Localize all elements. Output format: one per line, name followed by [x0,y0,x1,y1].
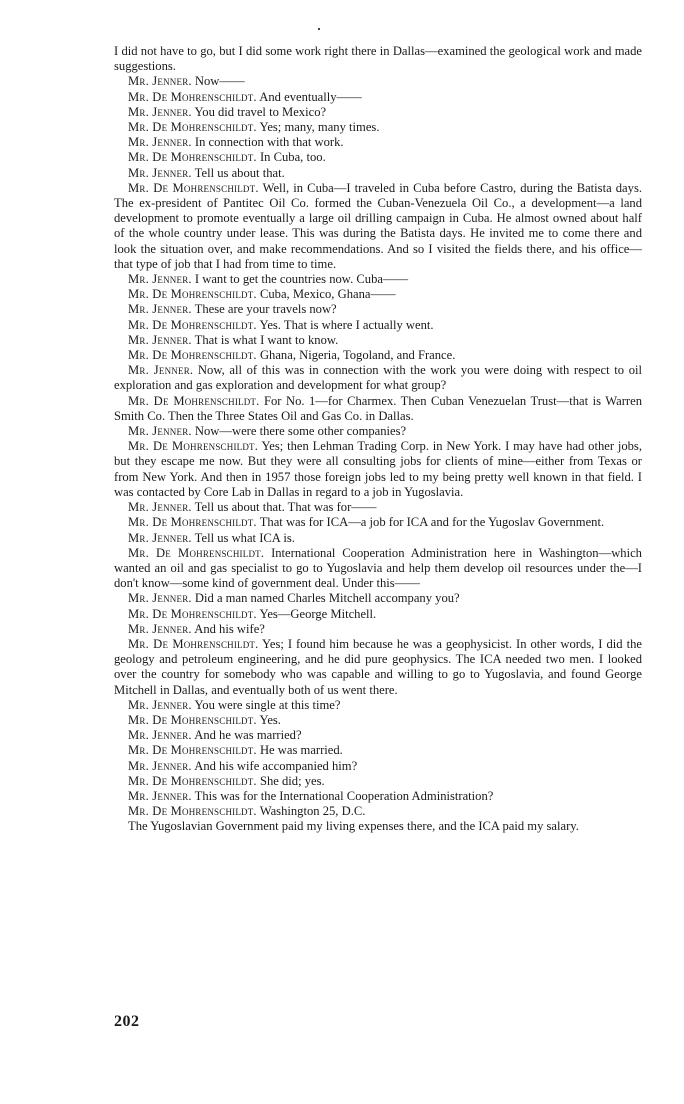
speaker-label: Mr. De Mohrenschildt. [128,287,257,302]
speaker-label: Mr. Jenner. [128,424,192,439]
speaker-label: Mr. De Mohrenschildt. [128,545,265,560]
speech-text: This was for the International Cooperation Administration? [194,788,494,803]
speech-text: Yes—George Mitchell. [259,606,377,621]
speech-text: Ghana, Nigeria, Togoland, and France. [259,348,456,363]
speech-text: Yes. [259,712,281,727]
speech-text: He was married. [259,743,343,758]
speaker-label: Mr. Jenner. [128,591,192,606]
speech-text: You were single at this time? [194,697,341,712]
transcript-paragraph [114,166,642,181]
speaker-label: Mr. De Mohrenschildt. [128,515,257,530]
transcript-paragraph [114,120,642,135]
speaker-label: Mr. Jenner. [128,272,192,287]
transcript-paragraph [114,394,642,424]
speech-text: Now—were there some other companies? [194,424,407,439]
speaker-label: Mr. De Mohrenschildt. [128,743,257,758]
speech-text: I want to get the countries now. Cuba—— [194,272,409,287]
speech-text: Yes. That is where I actually went. [259,317,434,332]
transcript-paragraph [114,90,642,105]
speaker-label: Mr. De Mohrenschildt. [128,636,259,651]
speech-text: That is what I want to know. [194,332,339,347]
speech-text: Yes; then Lehman Trading Corp. in New York. I may have had other jobs, but they escape me now. But they were all consulting jobs for clients of mine—either from Texas or from New York. And then in 1957 those foreign jobs led to my being pretty well known in that field. I was contacted by Core Lab in Dallas in regard to a job in Yugoslavia. [114,439,642,499]
transcript-paragraph [114,44,642,74]
transcript-paragraph [114,774,642,789]
transcript-paragraph [114,759,642,774]
transcript-paragraph [114,546,642,592]
transcript-paragraph [114,181,642,272]
speech-text: Yes; I found him because he was a geophysicist. In other words, I did the geology and petroleum engineering, and he did pure geophysics. The ICA needed two men. I looked over the country for somebody who was capable and willing to go to Yugoslavia, and found George Mitchell in Dallas, and eventually both of us went there. [114,636,642,697]
speech-text: You did travel to Mexico? [194,104,327,119]
speech-text: The Yugoslavian Government paid my living expenses there, and the ICA paid my salary. [128,819,579,834]
transcript-paragraph [114,637,642,698]
speaker-label: Mr. De Mohrenschildt. [128,120,257,135]
speaker-label: Mr. De Mohrenschildt. [128,439,259,454]
speech-text: For No. 1—for Charmex. Then Cuban Venezuelan Trust—that is Warren Smith Co. Then the Three States Oil and Gas Co. in Dallas. [114,393,642,423]
speech-text: Cuba, Mexico, Ghana—— [259,287,396,302]
speech-text: She did; yes. [259,773,325,788]
speaker-label: Mr. Jenner. [128,363,194,378]
transcript-paragraph [114,272,642,287]
transcript-paragraph [114,333,642,348]
speech-text: Tell us what ICA is. [194,530,295,545]
speech-text: And his wife? [194,621,265,636]
transcript-paragraph [114,622,642,637]
transcript-paragraph [114,74,642,89]
transcript-paragraph [114,363,642,393]
transcript-paragraph [114,348,642,363]
transcript-paragraph [114,531,642,546]
speech-text: I did not have to go, but I did some work right there in Dallas—examined the geological work and made suggestions. [114,44,642,74]
transcript-paragraph [114,302,642,317]
speech-text: In connection with that work. [194,135,344,150]
speech-text: And he was married? [194,728,302,743]
transcript-paragraph [114,713,642,728]
speech-text: Washington 25, D.C. [259,804,366,819]
speaker-label: Mr. Jenner. [128,788,192,803]
speaker-label: Mr. Jenner. [128,530,192,545]
transcript-paragraph [114,698,642,713]
speech-text: Now—— [194,74,245,89]
transcript-paragraph [114,789,642,804]
speaker-label: Mr. Jenner. [128,697,192,712]
speaker-label: Mr. Jenner. [128,74,192,89]
transcript-paragraph [114,515,642,530]
transcript-paragraph [114,424,642,439]
transcript-paragraph [114,743,642,758]
speaker-label: Mr. Jenner. [128,500,192,515]
transcript-paragraph [114,804,642,819]
speech-text: Tell us about that. That was for—— [194,500,377,515]
speaker-label: Mr. De Mohrenschildt. [128,773,257,788]
speech-text: Well, in Cuba—I traveled in Cuba before Castro, during the Batista days. The ex-president of Pantitec Oil Co. formed the Cuban-Venezuela Oil Co., a development—a land development to promote eventually a large oil drilling campaign in Cuba. He almost owned about half of the whole country under lease. This was during the Batista days. He invited me to come there and look the situation over, and make recommendations. And so I visited the fields there, and his office—that type of job that I had from time to time. [114,180,642,271]
top-speck [318,28,320,30]
transcript-paragraph [114,728,642,743]
speaker-label: Mr. De Mohrenschildt. [128,606,257,621]
transcript-paragraph [114,819,642,834]
speech-text: Did a man named Charles Mitchell accompany you? [194,591,460,606]
transcript-paragraph [114,287,642,302]
speaker-label: Mr. Jenner. [128,332,192,347]
speaker-label: Mr. De Mohrenschildt. [128,804,257,819]
speaker-label: Mr. De Mohrenschildt. [128,317,257,332]
transcript-paragraph [114,591,642,606]
transcript-paragraph [114,500,642,515]
speech-text: Yes; many, many times. [259,120,380,135]
transcript-paragraph [114,150,642,165]
speaker-label: Mr. Jenner. [128,758,192,773]
transcript-paragraph [114,135,642,150]
speaker-label: Mr. Jenner. [128,302,192,317]
speaker-label: Mr. De Mohrenschildt. [128,180,259,195]
speech-text: And eventually—— [259,89,362,104]
speech-text: International Cooperation Administration here in Washington—which wanted an oil and gas specialist to go to Yugoslavia and help them develop oil resources under the—I don't know—some kind of government deal. Under this—— [114,545,642,591]
speaker-label: Mr. De Mohrenschildt. [128,348,257,363]
speaker-label: Mr. Jenner. [128,165,192,180]
speech-text: Now, all of this was in connection with the work you were doing with respect to oil exploration and gas exploration and development for what group? [114,363,642,393]
speech-text: Tell us about that. [194,165,285,180]
speaker-label: Mr. De Mohrenschildt. [128,89,257,104]
speaker-label: Mr. Jenner. [128,104,192,119]
transcript-paragraph [114,105,642,120]
speech-text: That was for ICA—a job for ICA and for the Yugoslav Government. [259,515,605,530]
transcript-paragraph [114,607,642,622]
transcript-paragraph [114,439,642,500]
speaker-label: Mr. Jenner. [128,621,192,636]
speaker-label: Mr. De Mohrenschildt. [128,150,257,165]
testimony-text [114,44,642,835]
speaker-label: Mr. De Mohrenschildt. [128,393,260,408]
speech-text: And his wife accompanied him? [194,758,358,773]
transcript-paragraph [114,318,642,333]
speaker-label: Mr. Jenner. [128,135,192,150]
speech-text: These are your travels now? [194,302,337,317]
speaker-label: Mr. Jenner. [128,728,192,743]
speech-text: In Cuba, too. [259,150,326,165]
page-number: 202 [114,1013,140,1030]
speaker-label: Mr. De Mohrenschildt. [128,712,257,727]
